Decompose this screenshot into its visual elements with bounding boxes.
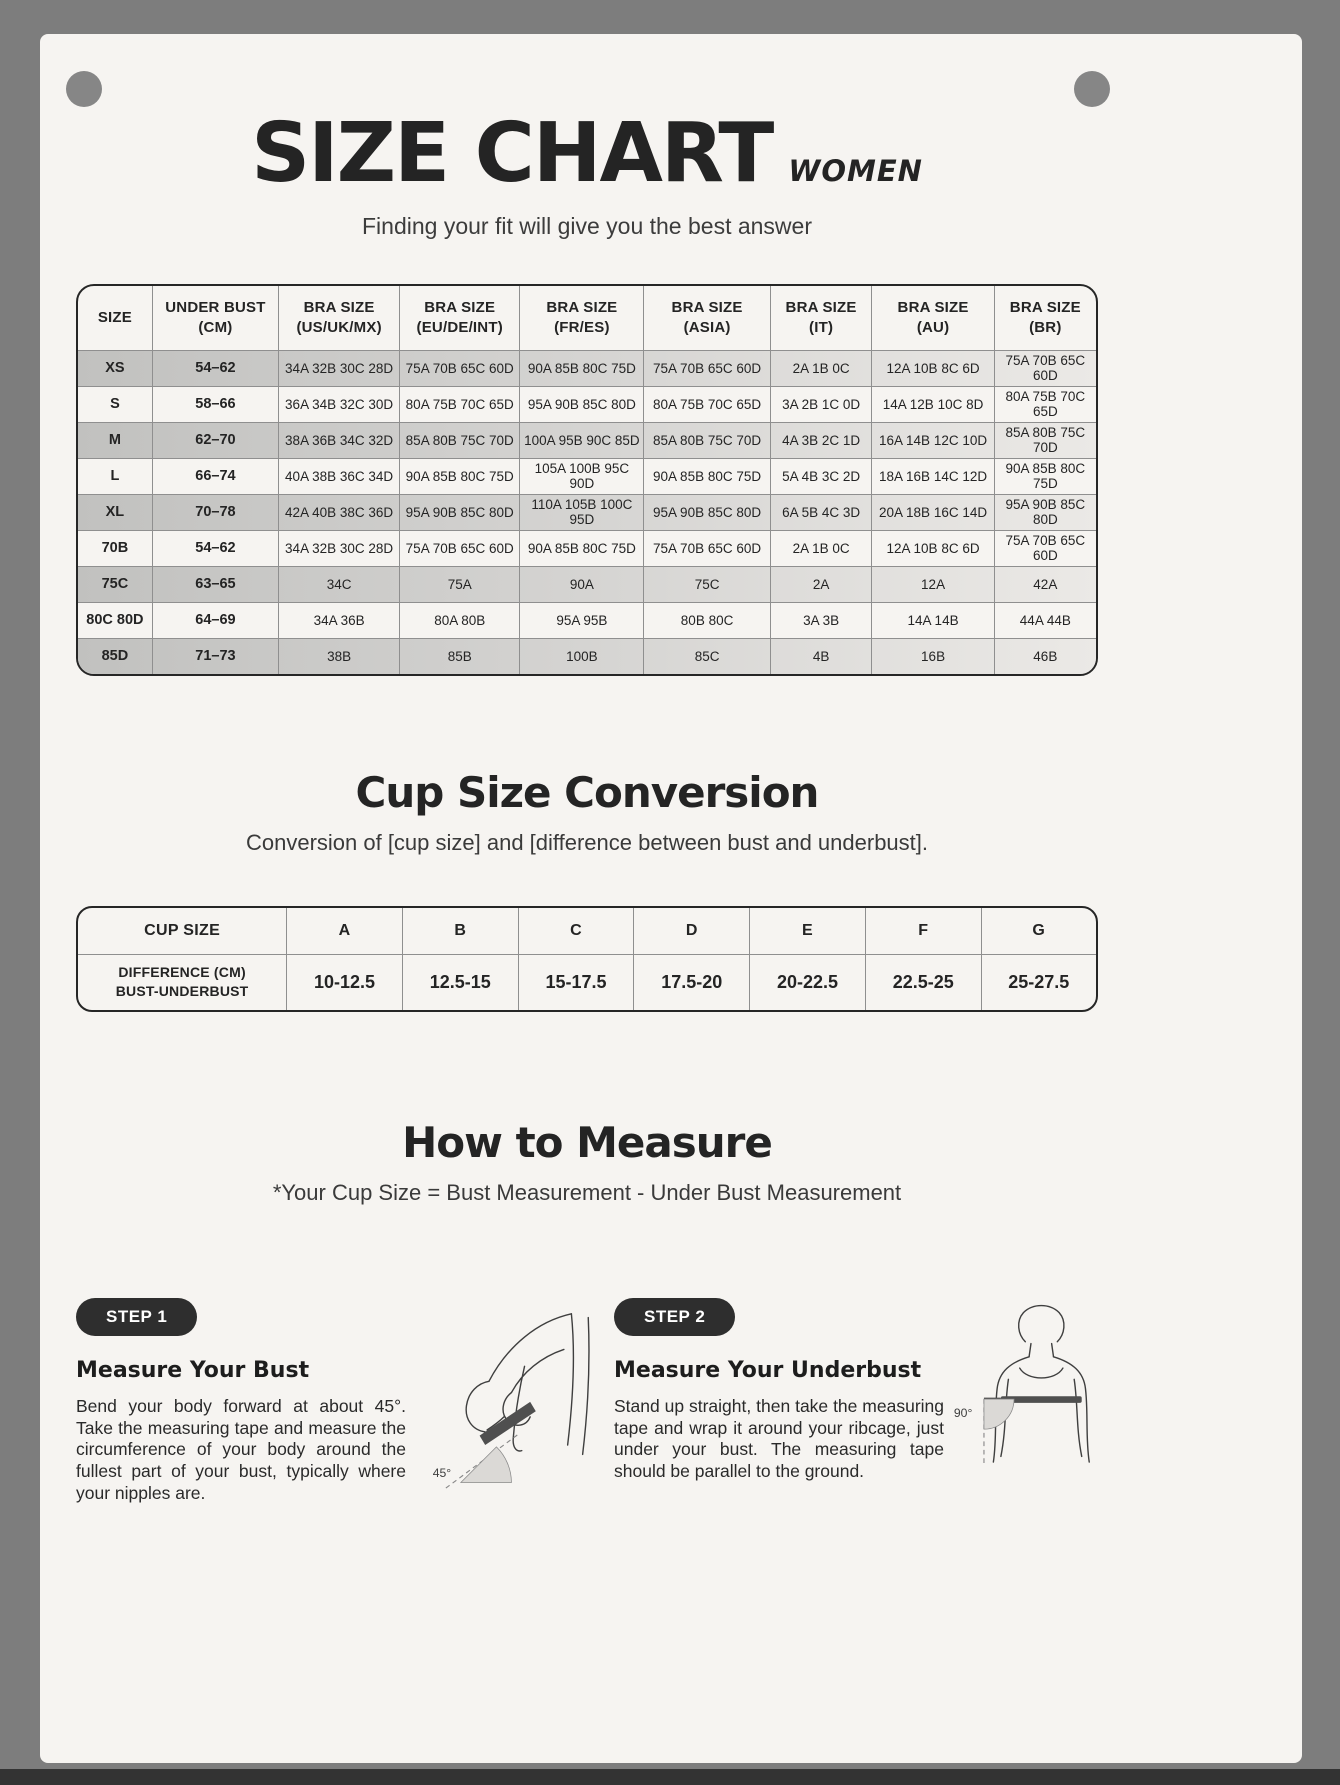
table-cell: 80A 75B 70C 65D — [644, 386, 770, 422]
table-cell: 95A 90B 85C 80D — [400, 494, 520, 530]
column-header: BRA SIZE (EU/DE/INT) — [400, 286, 520, 350]
table-cell: 105A 100B 95C 90D — [520, 458, 644, 494]
table-cell: 54–62 — [152, 350, 278, 386]
measuring-tape-band — [480, 1402, 536, 1445]
table-cell: 10-12.5 — [287, 954, 403, 1010]
table-cell: 42A 40B 38C 36D — [279, 494, 400, 530]
step-1-text — [76, 1298, 406, 1504]
table-cell: 2A 1B 0C — [770, 530, 872, 566]
table-cell: 6A 5B 4C 3D — [770, 494, 872, 530]
table-cell: 12A 10B 8C 6D — [872, 530, 994, 566]
table-cell: 100B — [520, 638, 644, 674]
underbust-measure-illustration — [952, 1298, 1140, 1503]
table-cell: 14A 14B — [872, 602, 994, 638]
table-cell: 42A — [994, 566, 1096, 602]
column-header: BRA SIZE (IT) — [770, 286, 872, 350]
table-cell: 90A 85B 80C 75D — [520, 350, 644, 386]
step-1-body: Bend your body forward at about 45°. Take the measuring tape and measure the circumference of your body around the fullest part of your bust, typically where your nipples are. — [76, 1396, 406, 1503]
header — [76, 106, 1098, 201]
table-cell: 16B — [872, 638, 994, 674]
table-cell: 95A 95B — [520, 602, 644, 638]
column-header: CUP SIZE — [78, 908, 287, 954]
table-cell: 5A 4B 3C 2D — [770, 458, 872, 494]
column-header: A — [287, 908, 403, 954]
table-cell: 85B — [400, 638, 520, 674]
column-header: B — [402, 908, 518, 954]
how-to-measure-title: How to Measure — [402, 1118, 772, 1167]
table-cell: 75C — [644, 566, 770, 602]
table-cell: 64–69 — [152, 602, 278, 638]
step-2-body: Stand up straight, then take the measuring tape and wrap it around your ribcage, just under your bust. The measuring tape should be parallel to the ground. — [614, 1396, 944, 1482]
table-cell: M — [78, 422, 152, 458]
table-cell: 34A 32B 30C 28D — [279, 530, 400, 566]
table-cell: 75A 70B 65C 60D — [400, 350, 520, 386]
table-row — [78, 422, 1096, 458]
size-chart-card — [40, 34, 1302, 1763]
table-cell: 12A 10B 8C 6D — [872, 350, 994, 386]
table-cell: 58–66 — [152, 386, 278, 422]
table-cell: 90A 85B 80C 75D — [644, 458, 770, 494]
table-cell: 4B — [770, 638, 872, 674]
header-row — [78, 908, 1096, 954]
how-to-measure-subtitle: *Your Cup Size = Bust Measurement - Under Bust Measurement — [272, 1180, 902, 1205]
table-cell: 12A — [872, 566, 994, 602]
table-cell: 95A 90B 85C 80D — [994, 494, 1096, 530]
table-cell: 25-27.5 — [981, 954, 1096, 1010]
bottom-edge-strip — [0, 1769, 1340, 1785]
table-cell: 80A 75B 70C 65D — [994, 386, 1096, 422]
table-cell: 75A 70B 65C 60D — [994, 530, 1096, 566]
table-cell: 34C — [279, 566, 400, 602]
table-row — [78, 350, 1096, 386]
column-header: D — [634, 908, 750, 954]
step-2-block — [614, 1298, 1126, 1504]
table-cell: L — [78, 458, 152, 494]
table-cell: 80C 80D — [78, 602, 152, 638]
table-row — [78, 458, 1096, 494]
step-2-heading: Measure Your Underbust — [614, 1358, 922, 1383]
table-cell: 15-17.5 — [518, 954, 634, 1010]
table-cell: 12.5-15 — [402, 954, 518, 1010]
column-header: BRA SIZE (AU) — [872, 286, 994, 350]
table-row — [78, 494, 1096, 530]
column-header: C — [518, 908, 634, 954]
table-cell: 110A 105B 100C 95D — [520, 494, 644, 530]
table-cell: 75A 70B 65C 60D — [644, 530, 770, 566]
table-cell: XS — [78, 350, 152, 386]
bra-size-table — [78, 286, 1096, 674]
angle-45-label: 45° — [432, 1465, 452, 1480]
column-header: G — [981, 908, 1096, 954]
table-row — [78, 386, 1096, 422]
measure-steps — [76, 1298, 1098, 1504]
table-cell: 40A 38B 36C 34D — [279, 458, 400, 494]
table-cell: 34A 32B 30C 28D — [279, 350, 400, 386]
column-header: F — [865, 908, 981, 954]
table-cell: 80A 80B — [400, 602, 520, 638]
table-cell: 16A 14B 12C 10D — [872, 422, 994, 458]
table-row — [78, 954, 1096, 1010]
cup-table-frame — [76, 906, 1098, 1012]
column-header: BRA SIZE (ASIA) — [644, 286, 770, 350]
table-cell: 70–78 — [152, 494, 278, 530]
table-cell: 70B — [78, 530, 152, 566]
step-2-text — [614, 1298, 944, 1504]
table-cell: 85C — [644, 638, 770, 674]
table-cell: 75A 70B 65C 60D — [644, 350, 770, 386]
step-1-heading: Measure Your Bust — [76, 1358, 310, 1383]
column-header: BRA SIZE (BR) — [994, 286, 1096, 350]
table-cell: 22.5-25 — [865, 954, 981, 1010]
table-cell: 90A 85B 80C 75D — [520, 530, 644, 566]
table-cell: 62–70 — [152, 422, 278, 458]
table-cell: 54–62 — [152, 530, 278, 566]
table-cell: 100A 95B 90C 85D — [520, 422, 644, 458]
column-header: E — [750, 908, 866, 954]
cup-conversion-title: Cup Size Conversion — [355, 768, 819, 817]
table-cell: 75A — [400, 566, 520, 602]
column-header: BRA SIZE (FR/ES) — [520, 286, 644, 350]
table-cell: 90A — [520, 566, 644, 602]
step-2-badge: STEP 2 — [614, 1298, 735, 1336]
table-cell: DIFFERENCE (CM) BUST-UNDERBUST — [78, 954, 287, 1010]
table-cell: 17.5-20 — [634, 954, 750, 1010]
step-2-figure — [952, 1298, 1140, 1504]
table-cell: 38A 36B 34C 32D — [279, 422, 400, 458]
table-cell: 90A 85B 80C 75D — [400, 458, 520, 494]
table-cell: 2A — [770, 566, 872, 602]
page-title: SIZE CHART — [251, 106, 773, 201]
table-cell: 44A 44B — [994, 602, 1096, 638]
table-cell: 95A 90B 85C 80D — [520, 386, 644, 422]
page-subtitle: Finding your fit will give you the best answer — [362, 213, 812, 239]
table-row — [78, 638, 1096, 674]
table-cell: 4A 3B 2C 1D — [770, 422, 872, 458]
table-cell: 36A 34B 32C 30D — [279, 386, 400, 422]
table-cell: 46B — [994, 638, 1096, 674]
table-cell: 20A 18B 16C 14D — [872, 494, 994, 530]
table-cell: 3A 3B — [770, 602, 872, 638]
table-cell: 85A 80B 75C 70D — [400, 422, 520, 458]
table-cell: 80A 75B 70C 65D — [400, 386, 520, 422]
bust-measure-illustration — [414, 1298, 592, 1503]
header-row — [78, 286, 1096, 350]
content-area — [76, 34, 1098, 1504]
table-cell: 38B — [279, 638, 400, 674]
size-table-frame — [76, 284, 1098, 676]
audience-label: WOMEN — [788, 154, 923, 188]
table-cell: XL — [78, 494, 152, 530]
column-header: SIZE — [78, 286, 152, 350]
column-header: BRA SIZE (US/UK/MX) — [279, 286, 400, 350]
table-cell: 75A 70B 65C 60D — [994, 350, 1096, 386]
step-1-figure — [414, 1298, 592, 1504]
table-cell: 85A 80B 75C 70D — [994, 422, 1096, 458]
table-cell: 95A 90B 85C 80D — [644, 494, 770, 530]
table-cell: 85D — [78, 638, 152, 674]
table-cell: 2A 1B 0C — [770, 350, 872, 386]
table-cell: 34A 36B — [279, 602, 400, 638]
step-1-badge: STEP 1 — [76, 1298, 197, 1336]
table-cell: 63–65 — [152, 566, 278, 602]
table-cell: 14A 12B 10C 8D — [872, 386, 994, 422]
table-row — [78, 566, 1096, 602]
table-cell: 75A 70B 65C 60D — [400, 530, 520, 566]
column-header: UNDER BUST (CM) — [152, 286, 278, 350]
table-cell: 80B 80C — [644, 602, 770, 638]
table-cell: 3A 2B 1C 0D — [770, 386, 872, 422]
table-cell: 71–73 — [152, 638, 278, 674]
table-cell: 75C — [78, 566, 152, 602]
table-row — [78, 602, 1096, 638]
table-cell: 20-22.5 — [750, 954, 866, 1010]
table-cell: S — [78, 386, 152, 422]
table-cell: 18A 16B 14C 12D — [872, 458, 994, 494]
cup-size-table — [78, 908, 1096, 1010]
table-cell: 90A 85B 80C 75D — [994, 458, 1096, 494]
table-cell: 66–74 — [152, 458, 278, 494]
step-1-block — [76, 1298, 588, 1504]
cup-conversion-subtitle: Conversion of [cup size] and [difference between bust and underbust]. — [245, 830, 929, 855]
table-cell: 85A 80B 75C 70D — [644, 422, 770, 458]
table-row — [78, 530, 1096, 566]
angle-90-label: 90° — [953, 1405, 973, 1420]
